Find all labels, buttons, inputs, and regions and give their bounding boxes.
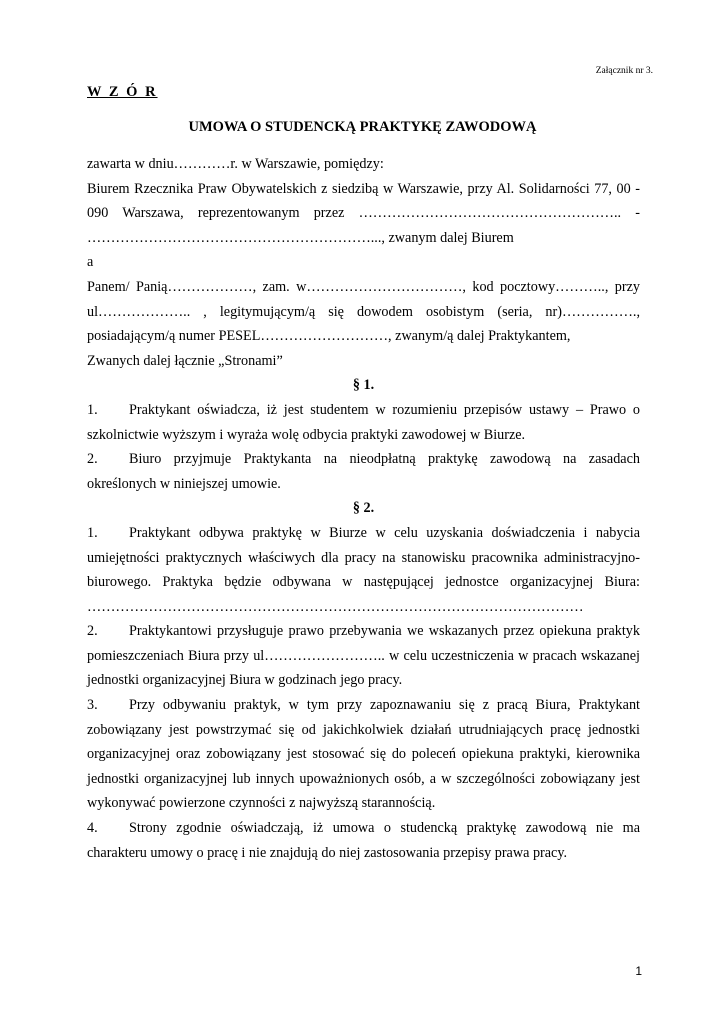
intro-date-line: zawarta w dniu…………r. w Warszawie, pomiędzy: — [87, 156, 384, 172]
paragraph-number: 2. — [87, 451, 98, 468]
paragraph-number: 3. — [87, 697, 98, 714]
annex-label: Załącznik nr 3. — [595, 66, 653, 76]
template-label: W Z Ó R — [87, 84, 158, 100]
section-2-paragraph-4 — [87, 816, 640, 865]
section-2-paragraph-1 — [87, 521, 640, 619]
document-body — [87, 152, 640, 865]
paragraph-number: 1. — [87, 524, 98, 541]
intro-conjunction: a — [87, 254, 94, 271]
section-2-heading: § 2. — [352, 500, 375, 517]
paragraph-number: 2. — [87, 623, 98, 640]
section-1-paragraph-1 — [87, 398, 640, 447]
paragraph-text: Strony zgodnie oświadczają, iż umowa o studencką praktykę zawodową nie ma charakteru umowy o pracę i nie znajdują do niej zastosowania przepisy prawa pracy. — [87, 820, 640, 861]
paragraph-text: Praktykantowi przysługuje prawo przebywania we wskazanych przez opiekuna praktyk pomieszczeniach Biura przy ul…………………….. w celu uczestniczenia w pracach wskazanej jednostki organizacyjnej Biura w godzinach jego pracy. — [87, 623, 640, 689]
paragraph-text: Biuro przyjmuje Praktykanta na nieodpłatną praktykę zawodową na zasadach określonych w niniejszej umowie. — [87, 451, 640, 492]
document-title: UMOWA O STUDENCKĄ PRAKTYKĘ ZAWODOWĄ — [188, 119, 537, 135]
intro-office-party: Biurem Rzecznika Praw Obywatelskich z siedzibą w Warszawie, przy Al. Solidarności 77, 00 - 090 Warszawa, reprezentowanym przez ……………………………………………….. - ……………………………………………………..., zwanym dalej Biurem — [87, 180, 640, 246]
section-1-paragraph-2 — [87, 447, 640, 496]
intro-intern-party: Panem/ Panią………………, zam. w……………………………, kod pocztowy……….., przy ul……………….. , legitymującym/ą się dowodem osobistym (seria, nr)……………., posiadającym/ą numer PESEL………………………, zwanym/ą dalej Praktykantem, — [87, 278, 640, 345]
section-1-heading: § 1. — [352, 377, 375, 394]
paragraph-text: Praktykant oświadcza, iż jest studentem w rozumieniu przepisów ustawy – Prawo o szkolnictwie wyższym i wyraża wolę odbycia praktyki zawodowej w Biurze. — [87, 401, 640, 443]
paragraph-text: Przy odbywaniu praktyk, w tym przy zapoznawaniu się z pracą Biura, Praktykant zobowiązany jest powstrzymać się od jakichkolwiek działań utrudniających pracę jednostki organizacyjnej oraz zobowiązany jest stosować się do poleceń opiekuna praktyki, kierownika jednostki organizacyjnej lub innych upoważnionych osób, a w szczególności zobowiązany jest wykonywać powierzone czynności z najwyższą starannością. — [87, 697, 640, 812]
page-number: 1 — [635, 964, 642, 978]
intro-parties-line: Zwanych dalej łącznie „Stronami” — [87, 352, 283, 369]
paragraph-text: Praktykant odbywa praktykę w Biurze w celu uzyskania doświadczenia i nabycia umiejętności praktycznych właściwych dla pracy na stanowisku pracownika administracyjno-biurowego. Praktyka będzie odbywana w następującej jednostce organizacyjnej Biura: …………………………………………………………………………………………… — [87, 524, 640, 615]
paragraph-number: 4. — [87, 820, 98, 837]
section-2-paragraph-3 — [87, 693, 640, 816]
section-2-paragraph-2 — [87, 619, 640, 693]
paragraph-number: 1. — [87, 401, 98, 418]
